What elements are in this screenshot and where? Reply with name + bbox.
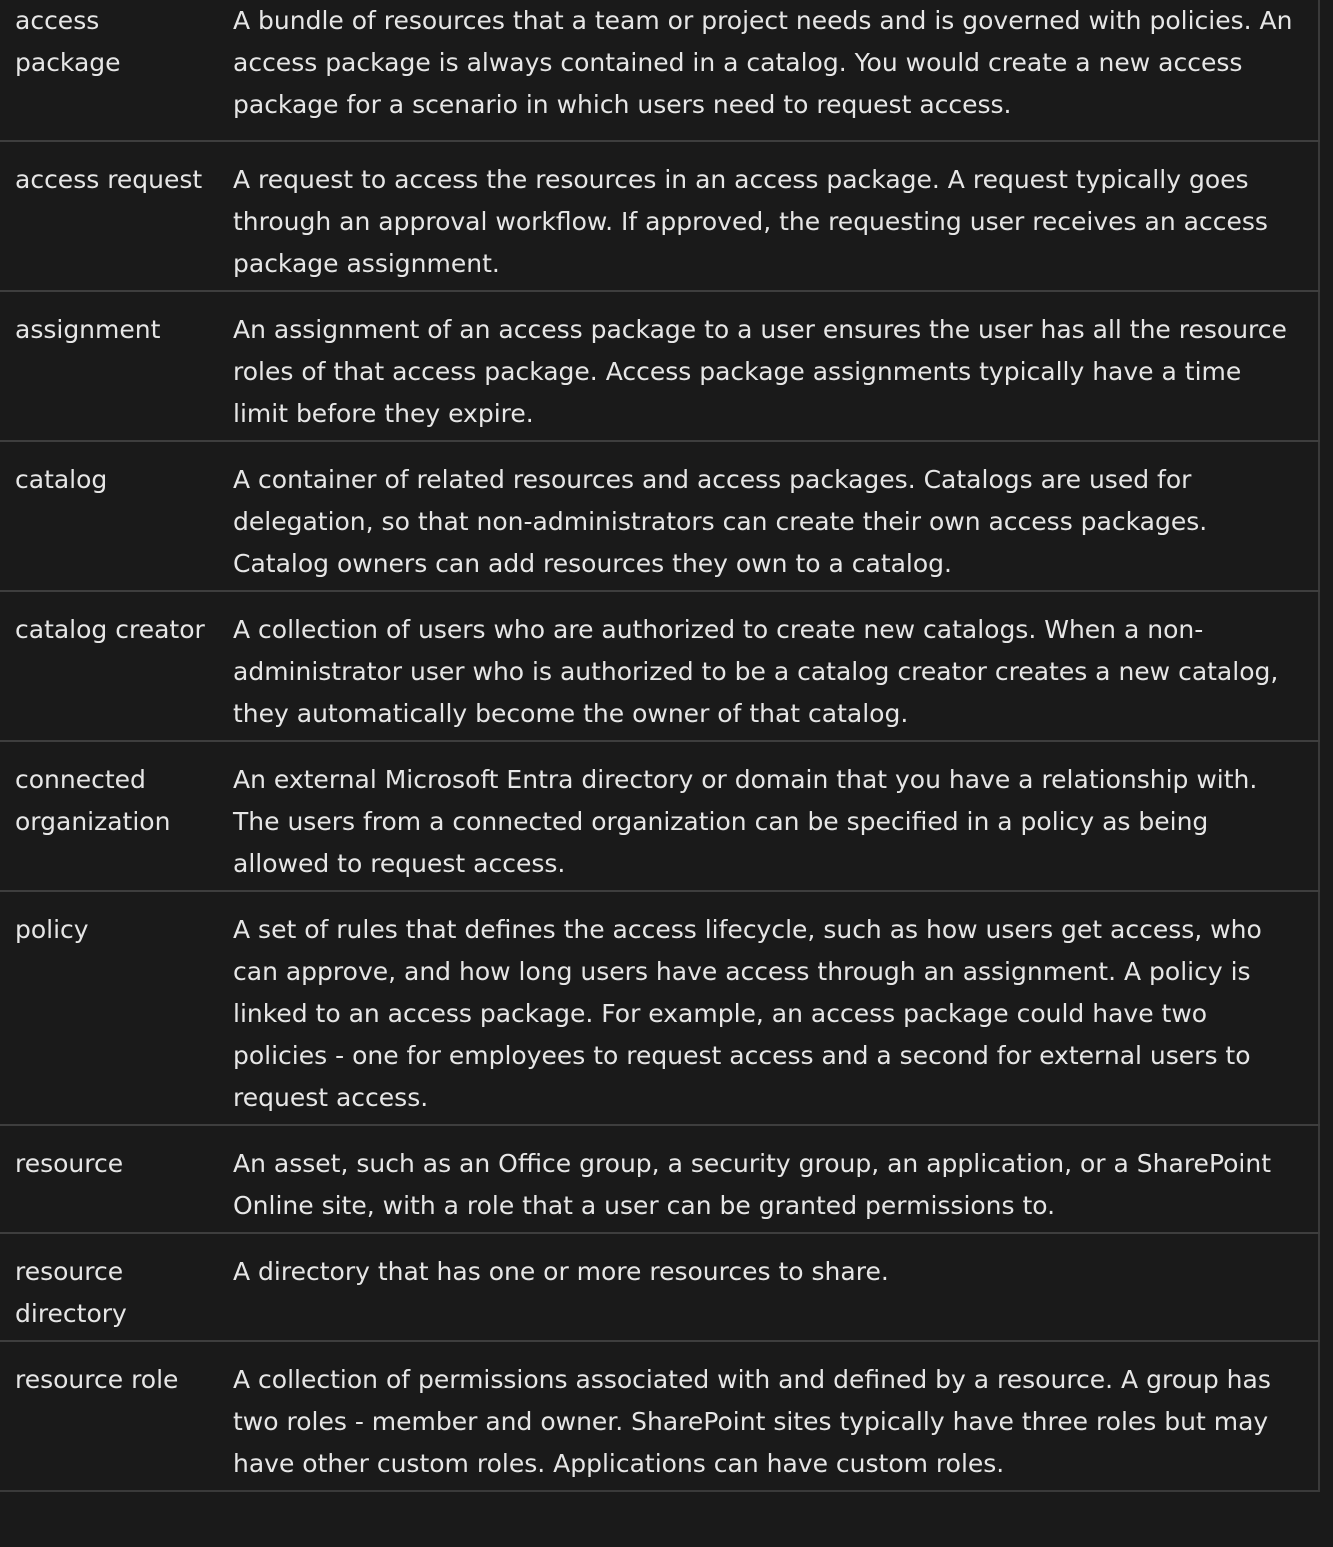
term-cell bbox=[0, 0, 218, 141]
definition-cell bbox=[218, 741, 1319, 891]
definition-policy: A set of rules that defines the access lifecycle, such as how users get access, who can approve, and how long users have access through an assignment. A policy is linked to an access package. For example, an access package could have two policies - one for employees to request access and a second for external users to request access. bbox=[233, 915, 1262, 1112]
definition-cell bbox=[218, 1233, 1319, 1341]
definition-resource-directory: A directory that has one or more resources to share. bbox=[233, 1257, 889, 1286]
term-catalog-creator: catalog creator bbox=[15, 615, 205, 644]
definition-catalog-creator: A collection of users who are authorized to create new catalogs. When a non-administrator user who is authorized to be a catalog creator creates a new catalog, they automatically become the owner of that catalog. bbox=[233, 615, 1279, 728]
table-row bbox=[0, 591, 1319, 741]
term-cell bbox=[0, 141, 218, 291]
definition-cell bbox=[218, 0, 1319, 141]
definition-cell bbox=[218, 441, 1319, 591]
definition-cell bbox=[218, 1341, 1319, 1491]
term-resource: resource bbox=[15, 1149, 124, 1178]
table-row bbox=[0, 291, 1319, 441]
table-row bbox=[0, 741, 1319, 891]
definition-cell bbox=[218, 1125, 1319, 1233]
term-assignment: assignment bbox=[15, 315, 161, 344]
term-resource-directory: resource directory bbox=[15, 1257, 127, 1328]
definition-resource: An asset, such as an Office group, a security group, an application, or a SharePoint Online site, with a role that a user can be granted permissions to. bbox=[233, 1149, 1272, 1220]
table-row bbox=[0, 0, 1319, 141]
term-cell bbox=[0, 1125, 218, 1233]
definition-resource-role: A collection of permissions associated with and defined by a resource. A group has two roles - member and owner. SharePoint sites typically have three roles but may have other custom roles. Applications can have custom roles. bbox=[233, 1365, 1271, 1478]
term-connected-organization: connected organization bbox=[15, 765, 171, 836]
definition-assignment: An assignment of an access package to a user ensures the user has all the resource roles of that access package. Access package assignments typically have a time limit before they expire. bbox=[233, 315, 1287, 428]
table-row bbox=[0, 1341, 1319, 1491]
table-row bbox=[0, 891, 1319, 1125]
definition-cell bbox=[218, 591, 1319, 741]
table-row bbox=[0, 1125, 1319, 1233]
term-cell bbox=[0, 1341, 218, 1491]
definition-cell bbox=[218, 891, 1319, 1125]
term-resource-role: resource role bbox=[15, 1365, 179, 1394]
term-cell bbox=[0, 591, 218, 741]
term-access-request: access request bbox=[15, 165, 203, 194]
term-cell bbox=[0, 441, 218, 591]
term-cell bbox=[0, 891, 218, 1125]
definition-cell bbox=[218, 141, 1319, 291]
term-cell bbox=[0, 291, 218, 441]
term-cell bbox=[0, 741, 218, 891]
definition-connected-organization: An external Microsoft Entra directory or domain that you have a relationship with. The users from a connected organization can be specified in a policy as being allowed to request access. bbox=[233, 765, 1258, 878]
term-access-package: access package bbox=[15, 6, 121, 77]
term-catalog: catalog bbox=[15, 465, 108, 494]
definition-access-package: A bundle of resources that a team or project needs and is governed with policies. An access package is always contained in a catalog. You would create a new access package for a scenario in which users need to request access. bbox=[233, 6, 1293, 119]
term-cell bbox=[0, 1233, 218, 1341]
table-row bbox=[0, 441, 1319, 591]
table-row bbox=[0, 141, 1319, 291]
table-row bbox=[0, 1233, 1319, 1341]
term-policy: policy bbox=[15, 915, 89, 944]
definition-cell bbox=[218, 291, 1319, 441]
definition-catalog: A container of related resources and access packages. Catalogs are used for delegation, so that non-administrators can create their own access packages. Catalog owners can add resources they own to a catalog. bbox=[233, 465, 1208, 578]
definition-access-request: A request to access the resources in an access package. A request typically goes through an approval workflow. If approved, the requesting user receives an access package assignment. bbox=[233, 165, 1268, 278]
